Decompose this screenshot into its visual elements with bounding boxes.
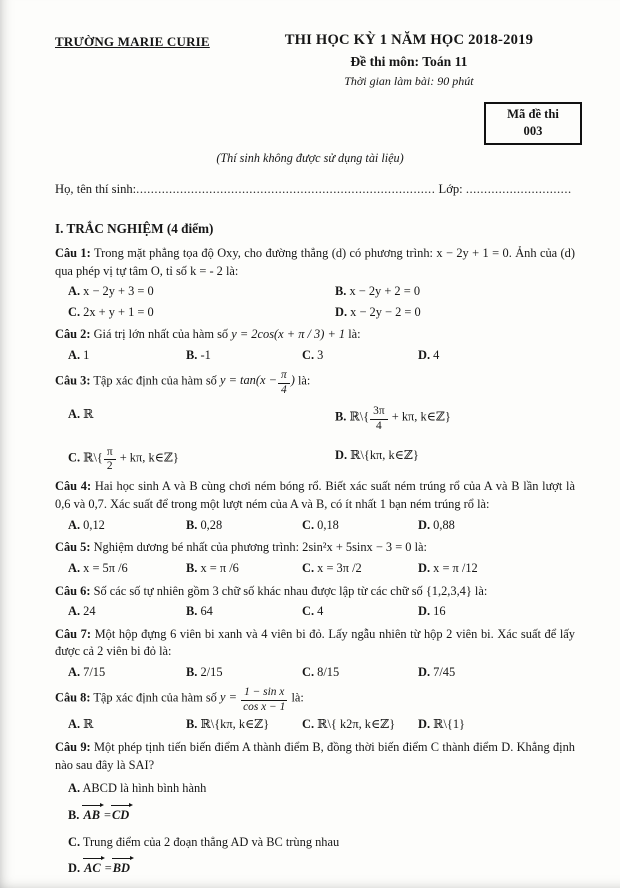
answer-option: B. AB =CD — [68, 805, 575, 825]
exam-duration: Thời gian làm bài: 90 phút — [344, 74, 474, 89]
question-6-text: Số các số tự nhiên gồm 3 chữ số khác nhau được lập từ các chữ số {1,2,3,4} là: — [93, 583, 488, 598]
question-1-label: Câu 1: — [55, 245, 91, 260]
question-1-text: Trong mặt phẳng tọa độ Oxy, cho đường thẳng (d) có phương trình: x − 2y + 1 = 0. Ảnh của (d) qua phép vị tự tâm O, tỉ số k = - 2 là: — [55, 245, 575, 278]
question-1 — [55, 245, 575, 321]
question-6-answers — [68, 603, 575, 621]
answer-option: A. 1 — [68, 348, 90, 363]
question-7-label: Câu 7: — [55, 626, 91, 641]
question-8-answers — [68, 716, 575, 734]
answer-option: B. 0,28 — [186, 517, 223, 532]
student-info-line — [55, 181, 575, 199]
answer-option: D. 16 — [418, 604, 446, 619]
question-4-label: Câu 4: — [55, 479, 92, 494]
question-3-formula: y = tan(x − $\frac{\pi}{4}$ ) — [219, 368, 295, 396]
exam-header — [0, 0, 620, 90]
question-9-text: Một phép tịnh tiến biến điểm A thành điểm B, đồng thời biến điểm C thành điểm D. Khẳng định nào sau đây là SAI? — [55, 740, 575, 772]
answer-option: C. 3 — [302, 348, 324, 363]
fraction: $\frac{\text{1 − sin x}}{\text{cos x − 1}}$ — [241, 687, 287, 714]
answer-option: C. x = 3π /2 — [302, 560, 362, 575]
answer-option: C. 2x + y + 1 = 0 — [68, 304, 154, 319]
question-3-text: Tập xác định của hàm số — [93, 373, 217, 388]
answer-option: D. AC =BD — [68, 858, 575, 878]
question-7-answers — [68, 664, 575, 682]
exam-title: THI HỌC KỲ 1 NĂM HỌC 2018-2019 — [284, 32, 534, 48]
question-1-answers — [68, 283, 575, 321]
class-label: Lớp: — [438, 182, 463, 197]
answer-option: A. 7/15 — [68, 664, 106, 679]
question-2: Câu 2: Giá trị lớn nhất của hàm số y = 2cos(x + π / 3) + 1 là: A. 1 B. -1 C. 3 D. 4 — [55, 326, 575, 364]
question-7-text: Một hộp đựng 6 viên bi xanh và 4 viên bi đỏ. Lấy ngẫu nhiên từ hộp 2 viên bi. Xác suất để lấy được cả 2 viên bi đỏ là: — [55, 626, 575, 659]
question-4 — [55, 478, 575, 534]
candidate-note: (Thí sinh không được sử dụng tài liệu) — [216, 151, 404, 166]
answer-option: A. 24 — [68, 604, 96, 619]
answer-option: D. 0,88 — [418, 517, 455, 532]
question-5-text: Nghiệm dương bé nhất của phương trình: 2sin²x + 5sinx − 3 = 0 là: — [93, 540, 427, 555]
question-3-answers — [68, 406, 575, 474]
question-8-text: Tập xác định của hàm số — [93, 689, 217, 704]
answer-option: D. 4 — [418, 348, 440, 363]
answer-option: B. 2/15 — [186, 664, 223, 679]
answer-option: A. ABCD là hình bình hành — [68, 781, 207, 796]
question-4-text: Hai học sinh A và B cùng chơi ném bóng rổ. Biết xác suất ném trúng rổ của A và B lần lượt là 0,6 và 0,7. Xác suất để trong một lượt ném của A và B, có ít nhất 1 bạn ném trúng rổ là: — [55, 479, 575, 512]
question-6-label: Câu 6: — [55, 583, 91, 598]
answer-option: B. x − 2y + 2 = 0 — [335, 284, 421, 299]
question-9-label: Câu 9: — [55, 740, 91, 755]
question-5-answers — [68, 560, 575, 578]
question-7 — [55, 626, 575, 682]
answer-option: B. 64 — [186, 604, 213, 619]
answer-option: C. ℝ\{ $\frac{\pi}{2}$ + kπ, k∈ℤ} — [68, 445, 179, 473]
fraction: $\frac{\pi}{4}$ — [278, 370, 290, 397]
answer-option: D. x = π /12 — [418, 560, 478, 575]
question-8: Câu 8: Tập xác định của hàm số y = $\frac{\text{1 − sin x}}{\text{cos x − 1}}$ là: A. ℝ B. ℝ\{kπ, k∈ℤ} C. ℝ\{ k2π, k∈ℤ} D. ℝ\{1} — [55, 687, 575, 735]
answer-option: D. ℝ\{1} — [418, 717, 465, 732]
answer-option: C. Trung điểm của 2 đoạn thẳng AD và BC trùng nhau — [68, 834, 340, 849]
answer-option: A. ℝ — [68, 717, 94, 732]
answer-option: B. -1 — [186, 348, 211, 363]
answer-option: A. 0,12 — [68, 517, 105, 532]
question-9 — [55, 739, 575, 878]
question-5-label: Câu 5: — [55, 540, 91, 555]
answer-option: A. x = 5π /6 — [68, 560, 128, 575]
vector-CD: CD — [111, 805, 133, 825]
question-2-text: Giá trị lớn nhất của hàm số — [93, 327, 229, 342]
question-2-answers — [68, 347, 575, 365]
answer-option: A. x − 2y + 3 = 0 — [68, 284, 154, 299]
name-dots: .................................................................................. — [136, 182, 436, 197]
exam-code-value: 003 — [523, 124, 543, 138]
subject-title: Đề thi môn: Toán 11 — [350, 53, 468, 69]
question-4-answers — [68, 517, 575, 535]
question-2-formula: y = 2cos(x + π / 3) + 1 — [231, 327, 346, 342]
title-block — [210, 30, 580, 90]
answer-option: B. ℝ\{ $\frac{3\pi}{4}$ + kπ, k∈ℤ} — [335, 404, 451, 432]
vector-BD: BD — [112, 858, 134, 878]
section-title: I. TRẮC NGHIỆM (4 điểm) — [55, 221, 214, 237]
answer-option: B. ℝ\{kπ, k∈ℤ} — [186, 717, 270, 732]
answer-option: A. ℝ — [68, 406, 94, 421]
question-6 — [55, 583, 575, 621]
fraction: $\frac{\pi}{2}$ — [104, 447, 116, 474]
question-8-label: Câu 8: — [55, 689, 91, 704]
answer-option: C. 8/15 — [302, 664, 340, 679]
name-label: Họ, tên thí sinh: — [55, 182, 137, 197]
exam-code-box — [484, 102, 582, 145]
class-dots: ............................. — [465, 182, 572, 197]
answer-option: C. 0,18 — [302, 517, 339, 532]
question-8-formula: y = $\frac{\text{1 − sin x}}{\text{cos x − 1}}$ — [220, 690, 288, 704]
question-3: Câu 3: Tập xác định của hàm số y = tan(x − $\frac{\pi}{4}$ ) là: A. ℝ B. ℝ\{ $\frac{3\pi}{4}$ + kπ, k∈ℤ} C. ℝ\{ $\frac{\pi}{2}$ + kπ, k∈ℤ} D. ℝ\{kπ, k∈ℤ} — [55, 370, 575, 474]
answer-option: D. x − 2y − 2 = 0 — [335, 304, 421, 319]
answer-option: C. 4 — [302, 604, 324, 619]
fraction: $\frac{3\pi}{4}$ — [370, 406, 387, 433]
vector-AB: AB — [82, 805, 104, 825]
question-2-label: Câu 2: — [55, 327, 91, 342]
school-name: TRƯỜNG MARIE CURIE — [55, 34, 210, 49]
answer-option: C. ℝ\{ k2π, k∈ℤ} — [302, 717, 396, 732]
answer-option: D. ℝ\{kπ, k∈ℤ} — [335, 447, 419, 462]
answer-option: D. 7/45 — [418, 664, 456, 679]
answer-option: B. x = π /6 — [186, 560, 239, 575]
vector-AC: AC — [83, 858, 105, 878]
exam-code-label: Mã đề thi — [507, 107, 559, 121]
question-5 — [55, 539, 575, 577]
question-3-label: Câu 3: — [55, 373, 91, 388]
